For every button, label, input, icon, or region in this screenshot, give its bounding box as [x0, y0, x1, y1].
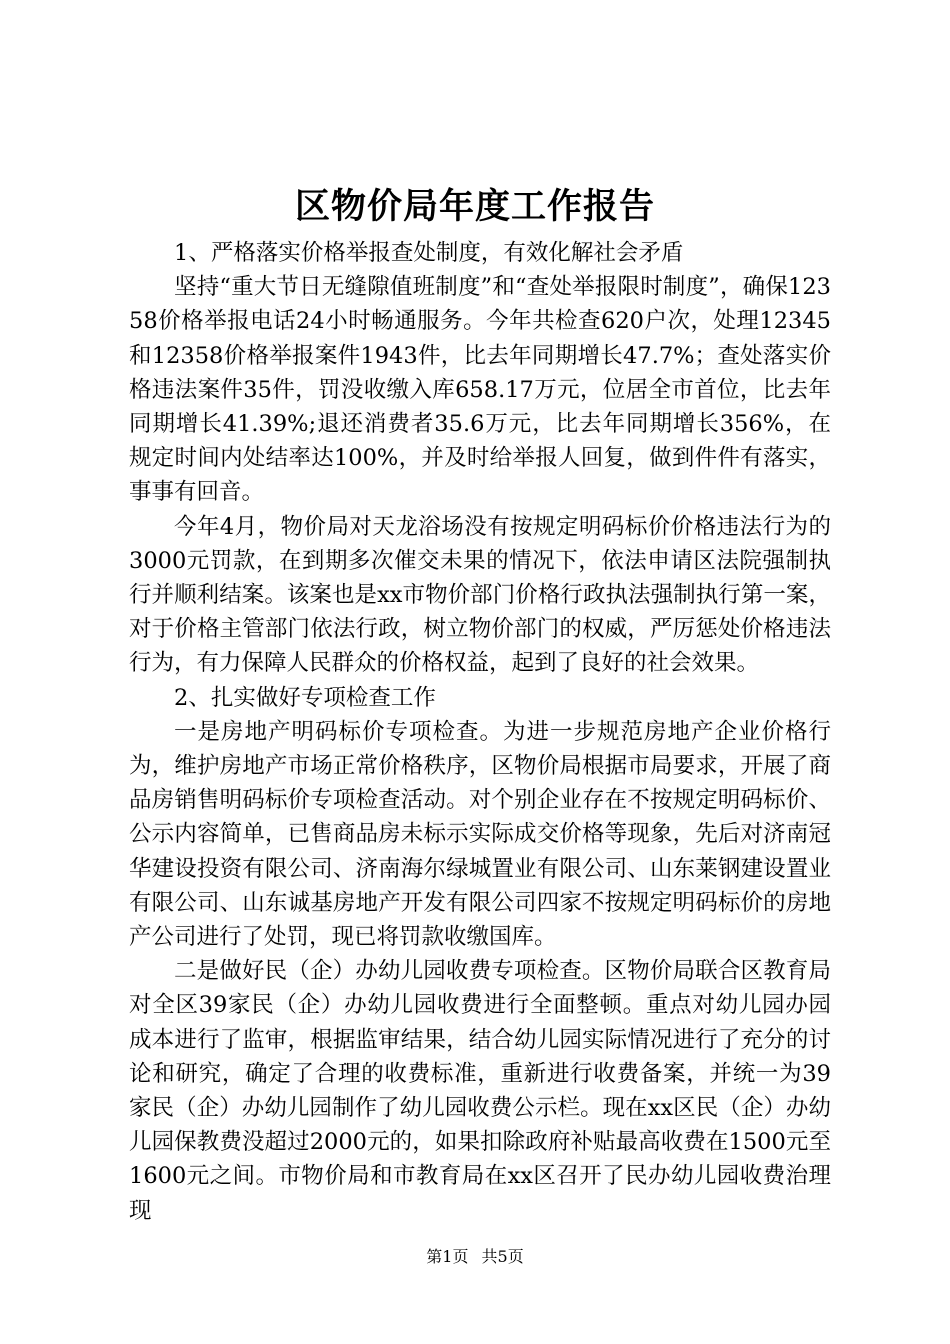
paragraph-1-1: 坚持“重大节日无缝隙值班制度”和“查处举报限时制度”，确保12358价格举报电话24小时畅通服务。今年共检查620户次，处理12345和12358价格举报案件1943件，比去年同期增长47.7%；查处落实价格违法案件35件，罚没收缴入库658.17万元，位居全市首位，比去年同期增长41.39%;退还消费者35.6万元，比去年同期增长356%，在规定时间内处结率达100%，并及时给举报人回复，做到件件有落实，事事有回音。 — [129, 274, 831, 506]
page-number: 第1页 — [426, 1247, 469, 1266]
paragraph-2-1: 一是房地产明码标价专项检查。为进一步规范房地产企业价格行为，维护房地产市场正常价格秩序，区物价局根据市局要求，开展了商品房销售明码标价专项检查活动。对个别企业存在不按规定明码标价、公示内容简单，已售商品房未标示实际成交价格等现象，先后对济南冠华建设投资有限公司、济南海尔绿城置业有限公司、山东莱钢建设置业有限公司、山东诚基房地产开发有限公司四家不按规定明码标价的房地产公司进行了处罚，现已将罚款收缴国库。 — [129, 718, 831, 951]
page-total: 共5页 — [481, 1247, 524, 1266]
section-heading-2: 2、扎实做好专项检查工作 — [174, 684, 436, 711]
document-body — [129, 236, 831, 1228]
page-footer — [0, 1246, 950, 1268]
document-title: 区物价局年度工作报告 — [294, 186, 655, 227]
section-heading-1: 1、严格落实价格举报查处制度，有效化解社会矛盾 — [174, 240, 684, 266]
paragraph-2-2: 二是做好民（企）办幼儿园收费专项检查。区物价局联合区教育局对全区39家民（企）办幼儿园收费进行全面整顿。重点对幼儿园办园成本进行了监审，根据监审结果，结合幼儿园实际情况进行了充分的讨论和研究，确定了合理的收费标准，重新进行收费备案，并统一为39家民（企）办幼儿园制作了幼儿园收费公示栏。现在xx区民（企）办幼儿园保教费没超过2000元的，如果扣除政府补贴最高收费在1500元至1600元之间。市物价局和市教育局在xx区召开了民办幼儿园收费治理现 — [129, 958, 831, 1224]
paragraph-1-2: 今年4月，物价局对天龙浴场没有按规定明码标价价格违法行为的3000元罚款，在到期多次催交未果的情况下，依法申请区法院强制执行并顺利结案。该案也是xx市物价部门价格行政执法强制执行第一案，对于价格主管部门依法行政，树立物价部门的权威，严厉惩处价格违法行为，有力保障人民群众的价格权益，起到了良好的社会效果。 — [129, 513, 831, 677]
